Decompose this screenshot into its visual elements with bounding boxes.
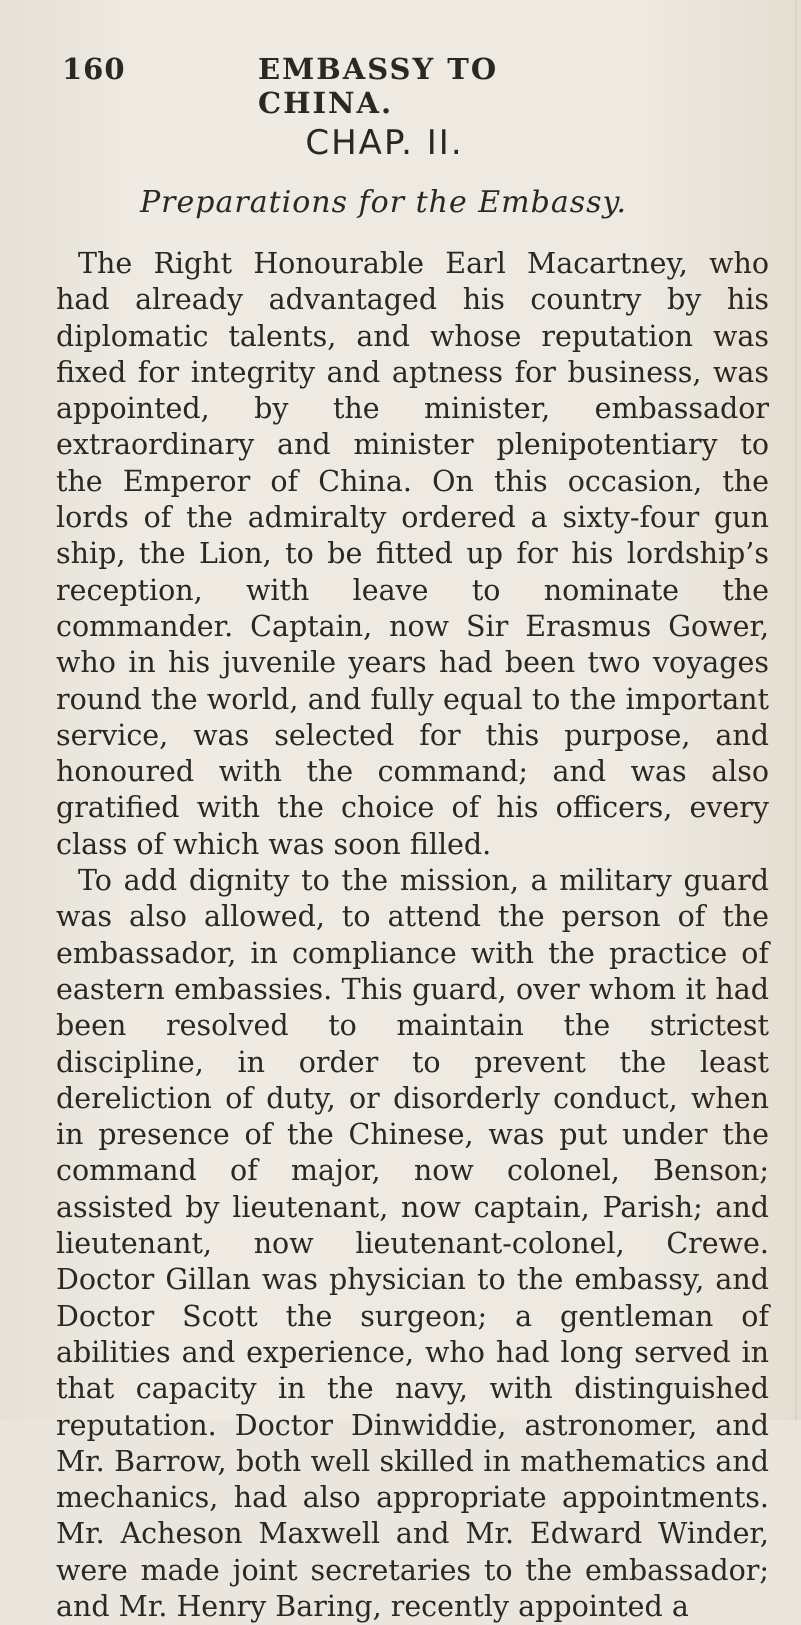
chapter-subtitle [0,185,801,220]
paragraph: To add dignity to the mission, a military guard was also allowed, to attend the person of the embassador, in compliance with the practice of eastern embassies. This guard, over whom it had been resolved to maintain the strictest discipline, in order to prevent the least dereliction of duty, or disorderly conduct, when in presence of the Chinese, was put under the command of major, now colonel, Benson; assisted by lieutenant, now captain, Parish; and lieutenant, now lieutenant-colonel, Crewe. Doctor Gillan was physician to the embassy, and Doctor Scott the surgeon; a gentleman of abilities and experience, who had long served in that capacity in the navy, with distinguished reputation. Doctor Dinwiddie, astronomer, and Mr. Barrow, both well skilled in mathematics and mechanics, had also appropriate appointments. Mr. Acheson Maxwell and Mr. Edward Winder, were made joint secretaries to the embassador; and Mr. Henry Baring, recently appointed a [56,864,769,1623]
chapter-subtitle-text: Preparations for the Embassy. [140,185,627,220]
page-number: 160 [62,52,126,86]
body-text [56,246,769,1625]
running-title: EMBASSY TO CHINA. [258,52,499,120]
chapter-heading [0,123,801,163]
paragraph: The Right Honourable Earl Macartney, who had already advantaged his country by his diplomatic talents, and whose reputation was fixed for integrity and aptness for business, was appointed, by the minister, embassador extraordinary and minister plenipotentiary to the Emperor of China. On this occasion, the lords of the admiralty ordered a sixty-four gun ship, the Lion, to be fitted up for his lordship’s reception, with leave to nominate the commander. Captain, now Sir Erasmus Gower, who in his juvenile years had been two voyages round the world, and fully equal to the important service, was selected for this purpose, and honoured with the command; and was also gratified with the choice of his officers, every class of which was soon filled. [56,247,769,861]
chapter-heading-text: CHAP. II. [305,123,464,163]
running-head [62,52,582,120]
